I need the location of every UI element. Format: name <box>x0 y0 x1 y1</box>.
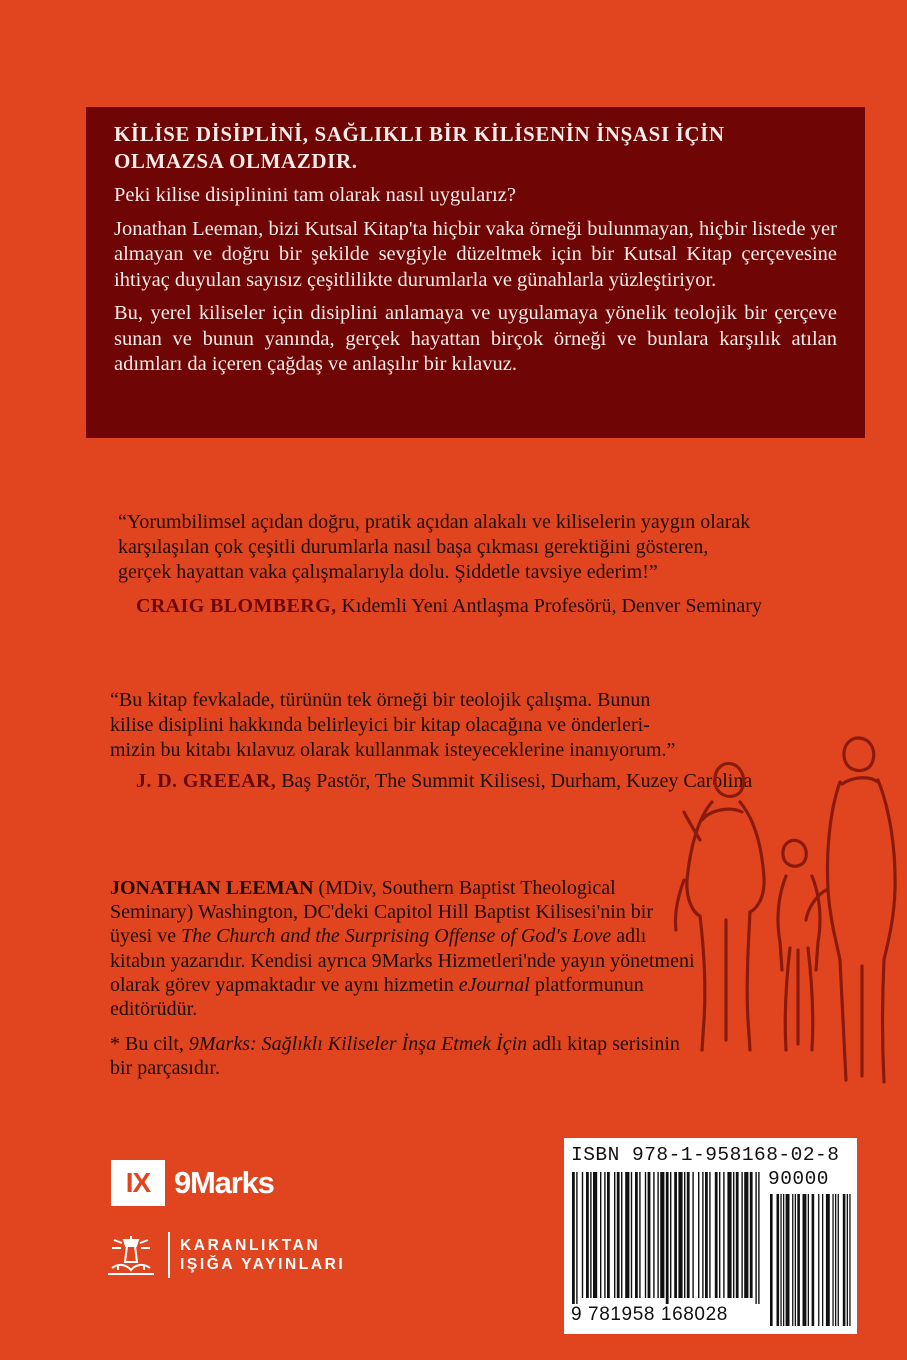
journal-title: eJournal <box>458 973 530 996</box>
quote-line: kilise disiplini hakkında belirleyici bir kitap olacağına ve önderleri- <box>110 714 650 736</box>
blurb-paragraph-2: Bu, yerel kiliseler için disiplini anlamaya ve uygulamaya yönelik teolojik bir çerçeve sunan ve bunun yanında, gerçek hayattan birçok örneği ve bunlara karşılık atılan adımları da içeren çağdaş ve anlaşılır bir kılavuz. <box>114 302 837 375</box>
quote-line: gerçek hayattan vaka çalışmalarıyla dolu. Şiddetle tavsiye ederim!” <box>118 561 658 583</box>
lighthouse-icon <box>104 1232 158 1278</box>
blurb-box <box>86 107 865 438</box>
blurb-question: Peki kilise disiplinini tam olarak nasıl uygularız? <box>114 184 516 206</box>
series-note <box>110 1032 700 1080</box>
quote-line: karşılaşılan çok çeşitli durumlarla nasıl başa çıkması gerektiğini gösteren, <box>118 536 709 558</box>
endorsement-quote <box>118 510 858 585</box>
endorser-name: J. D. GREEAR, <box>136 770 277 792</box>
publisher-divider <box>168 1232 170 1278</box>
isbn-text: ISBN 978-1-958168-02-8 <box>571 1144 840 1166</box>
author-bio-text <box>110 876 700 1021</box>
author-bio-part-a: (MDiv, Southern Baptist Theological Seminary) Washington, DC'deki Capitol Hill Baptist Kilisesi'nin bir üyesi ve <box>110 877 653 948</box>
quote-line: “Yorumbilimsel açıdan doğru, pratik açıdan alakalı ve kiliselerin yaygın olarak <box>118 511 751 533</box>
publisher-name-line-2: IŞIĞA YAYINLARI <box>180 1256 346 1273</box>
9marks-ix-mark: IX <box>111 1160 165 1206</box>
endorsement-blomberg <box>118 510 858 619</box>
barcode-box <box>564 1138 857 1334</box>
series-note-prefix: * Bu cilt, <box>110 1033 189 1056</box>
author-bio-part-b: adlı kitabın yazarıdır. Kendisi ayrıca 9Marks Hizmetleri'nde yayın yönetmeni olarak görev yapmaktadır ve aynı hizmetin <box>110 925 695 996</box>
9marks-logo <box>111 1160 274 1206</box>
ean-digits: 9 781958 168028 <box>571 1304 728 1325</box>
author-name: JONATHAN LEEMAN <box>110 877 314 899</box>
series-note-suffix: adlı kitap serisinin bir parçasıdır. <box>110 1033 680 1080</box>
endorser-role: Kıdemli Yeni Antlaşma Profesörü, Denver Seminary <box>336 595 762 617</box>
endorsement-attribution <box>118 594 858 619</box>
publisher-name-line-1: KARANLIKTAN <box>180 1237 321 1254</box>
author-bio-part-c: platformunun editörüdür. <box>110 973 644 1021</box>
author-bio <box>110 876 700 1081</box>
series-title: 9Marks: Sağlıklı Kiliseler İnşa Etmek İçin <box>188 1033 528 1056</box>
endorser-role: Baş Pastör, The Summit Kilisesi, Durham, Kuzey Carolina <box>276 770 753 792</box>
publisher-name <box>180 1236 345 1274</box>
9marks-wordmark: 9Marks <box>174 1165 274 1200</box>
blurb-heading: KİLİSE DİSİPLİNİ, SAĞLIKLI BİR KİLİSENİN İNŞASI İÇİN OLMAZSA OLMAZDIR. <box>114 122 725 173</box>
author-book-title: The Church and the Surprising Offense of God's Love <box>181 925 612 948</box>
endorser-name: CRAIG BLOMBERG, <box>136 595 337 617</box>
blurb-paragraph-1: Jonathan Leeman, bizi Kutsal Kitap'ta hiçbir vaka örneği bulunmayan, hiçbir listede yer almayan ve doğru bir şekilde sevgiyle düzeltmek için bir Kutsal Kitap çerçevesine ihtiyaç duyulan sayısız çeşitlilikte durumlarla ve günahlarla yüzleştiriyor. <box>114 217 837 291</box>
quote-line: mizin bu kitabı kılavuz olarak kullanmak isteyeceklerine inanıyorum.” <box>110 739 676 761</box>
publisher-logo <box>104 1232 345 1278</box>
price-code: 90000 <box>768 1168 830 1190</box>
quote-line: “Bu kitap fevkalade, türünün tek örneği bir teolojik çalışma. Bunun <box>110 689 651 711</box>
